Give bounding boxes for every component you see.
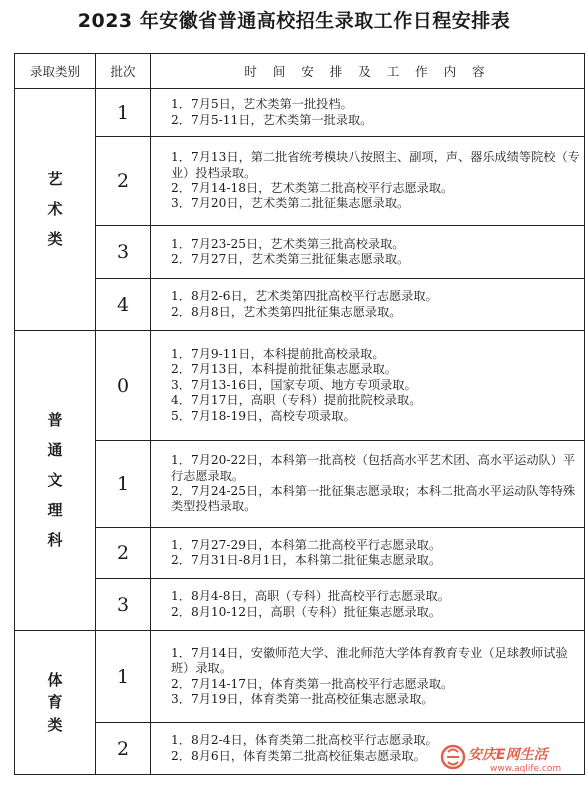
- schedule-line: 2．8月8日，艺术类第四批征集志愿录取。: [171, 304, 402, 319]
- schedule-line: 1．7月5日，艺术类第一批投档。: [171, 97, 353, 112]
- batch-cell: 3: [96, 226, 151, 279]
- schedule-line: 2．7月27日，艺术类第三批征集志愿录取。: [171, 252, 410, 266]
- category-general: [15, 331, 96, 631]
- category-art: [15, 89, 96, 331]
- schedule-line: 2．8月10-12日，高职（专科）批征集志愿录取。: [171, 604, 442, 619]
- header-batch: 批次: [96, 54, 151, 89]
- category-label: 普 通 文 理 科: [47, 410, 63, 549]
- batch-cell: 1: [96, 89, 151, 137]
- schedule-line: 3．7月19日，体育类第一批高校征集志愿录取。: [171, 691, 434, 706]
- schedule-line: 1．7月14日，安徽师范大学、淮北师范大学体育教育专业（足球教师试验班）录取。: [171, 645, 568, 676]
- content-cell: [151, 631, 585, 723]
- schedule-line: 2．7月31日-8月1日，本科第二批征集志愿录取。: [171, 553, 442, 567]
- batch-cell: 1: [96, 631, 151, 723]
- schedule-line: 3．7月13-16日，国家专项、地方专项录取。: [171, 377, 417, 392]
- schedule-table: [14, 53, 585, 775]
- batch-cell: 2: [96, 723, 151, 775]
- schedule-line: 1．8月2-4日，体育类第二批高校平行志愿录取。: [171, 733, 438, 748]
- batch-cell: 4: [96, 279, 151, 331]
- table-row: [15, 631, 585, 723]
- schedule-line: 1．7月9-11日，本科提前批高校录取。: [171, 346, 385, 361]
- header-content: 时 间 安 排 及 工 作 内 容: [151, 54, 585, 89]
- content-cell: [151, 528, 585, 579]
- content-cell: [151, 579, 585, 631]
- schedule-line: 1．7月20-22日，本科第一批高校（包括高水平艺术团、高水平运动队）平行志愿录取。: [171, 453, 576, 483]
- category-label: 体 育 类: [47, 670, 63, 734]
- table-header-row: [15, 54, 585, 89]
- header-category: 录取类别: [15, 54, 96, 89]
- schedule-line: 2．7月24-25日，本科第一批征集志愿录取；本科二批高水平运动队等特殊类型投档录取。: [171, 484, 576, 514]
- table-row: [15, 226, 585, 279]
- content-cell: [151, 279, 585, 331]
- page-title: 2023 年安徽省普通高校招生录取工作日程安排表: [77, 10, 511, 32]
- content-cell: [151, 137, 585, 226]
- schedule-line: 1．8月2-6日，艺术类第四批高校平行志愿录取。: [171, 289, 438, 304]
- batch-cell: 0: [96, 331, 151, 441]
- watermark: [440, 740, 588, 785]
- batch-cell: 2: [96, 137, 151, 226]
- category-sports: [15, 631, 96, 775]
- batch-cell: 3: [96, 579, 151, 631]
- table-row: [15, 137, 585, 226]
- batch-cell: 1: [96, 441, 151, 528]
- table-row: [15, 528, 585, 579]
- schedule-line: 1．7月27-29日，本科第二批高校平行志愿录取。: [171, 537, 442, 552]
- schedule-line: 1．7月13日，第二批省统考模块八按照主、副项，声、器乐成绩等院校（专业）投档录取。: [171, 150, 580, 180]
- table-row: [15, 579, 585, 631]
- content-cell: [151, 441, 585, 528]
- schedule-line: 2．7月14-18日，艺术类第二批高校平行志愿录取。: [171, 181, 454, 195]
- schedule-line: 2．7月14-17日，体育类第一批高校平行志愿录取。: [171, 676, 454, 691]
- batch-cell: 2: [96, 528, 151, 579]
- schedule-line: 5．7月18-19日，高校专项录取。: [171, 408, 356, 423]
- table-row: [15, 441, 585, 528]
- table-row: [15, 279, 585, 331]
- e-logo-icon: [440, 742, 466, 772]
- schedule-line: 2．7月5-11日，艺术类第一批录取。: [171, 112, 373, 127]
- schedule-line: 3．7月20日，艺术类第二批征集志愿录取。: [171, 196, 410, 211]
- content-cell: [151, 331, 585, 441]
- table-row: [15, 331, 585, 441]
- schedule-line: 4．7月17日，高职（专科）提前批院校录取。: [171, 393, 422, 408]
- schedule-line: 2．8月6日，体育类第二批高校征集志愿录取。: [171, 748, 426, 763]
- schedule-line: 1．7月23-25日，艺术类第三批高校录取。: [171, 236, 405, 251]
- content-cell: [151, 89, 585, 137]
- content-cell: [151, 226, 585, 279]
- table-row: [15, 89, 585, 137]
- watermark-text: 安庆E网生活: [468, 747, 548, 763]
- category-label: 艺 术 类: [47, 169, 63, 248]
- schedule-line: 2．7月13日，本科提前批征集志愿录取。: [171, 362, 398, 377]
- schedule-line: 1．8月4-8日，高职（专科）批高校平行志愿录取。: [171, 589, 450, 604]
- watermark-url: www.aqlife.com: [490, 764, 562, 774]
